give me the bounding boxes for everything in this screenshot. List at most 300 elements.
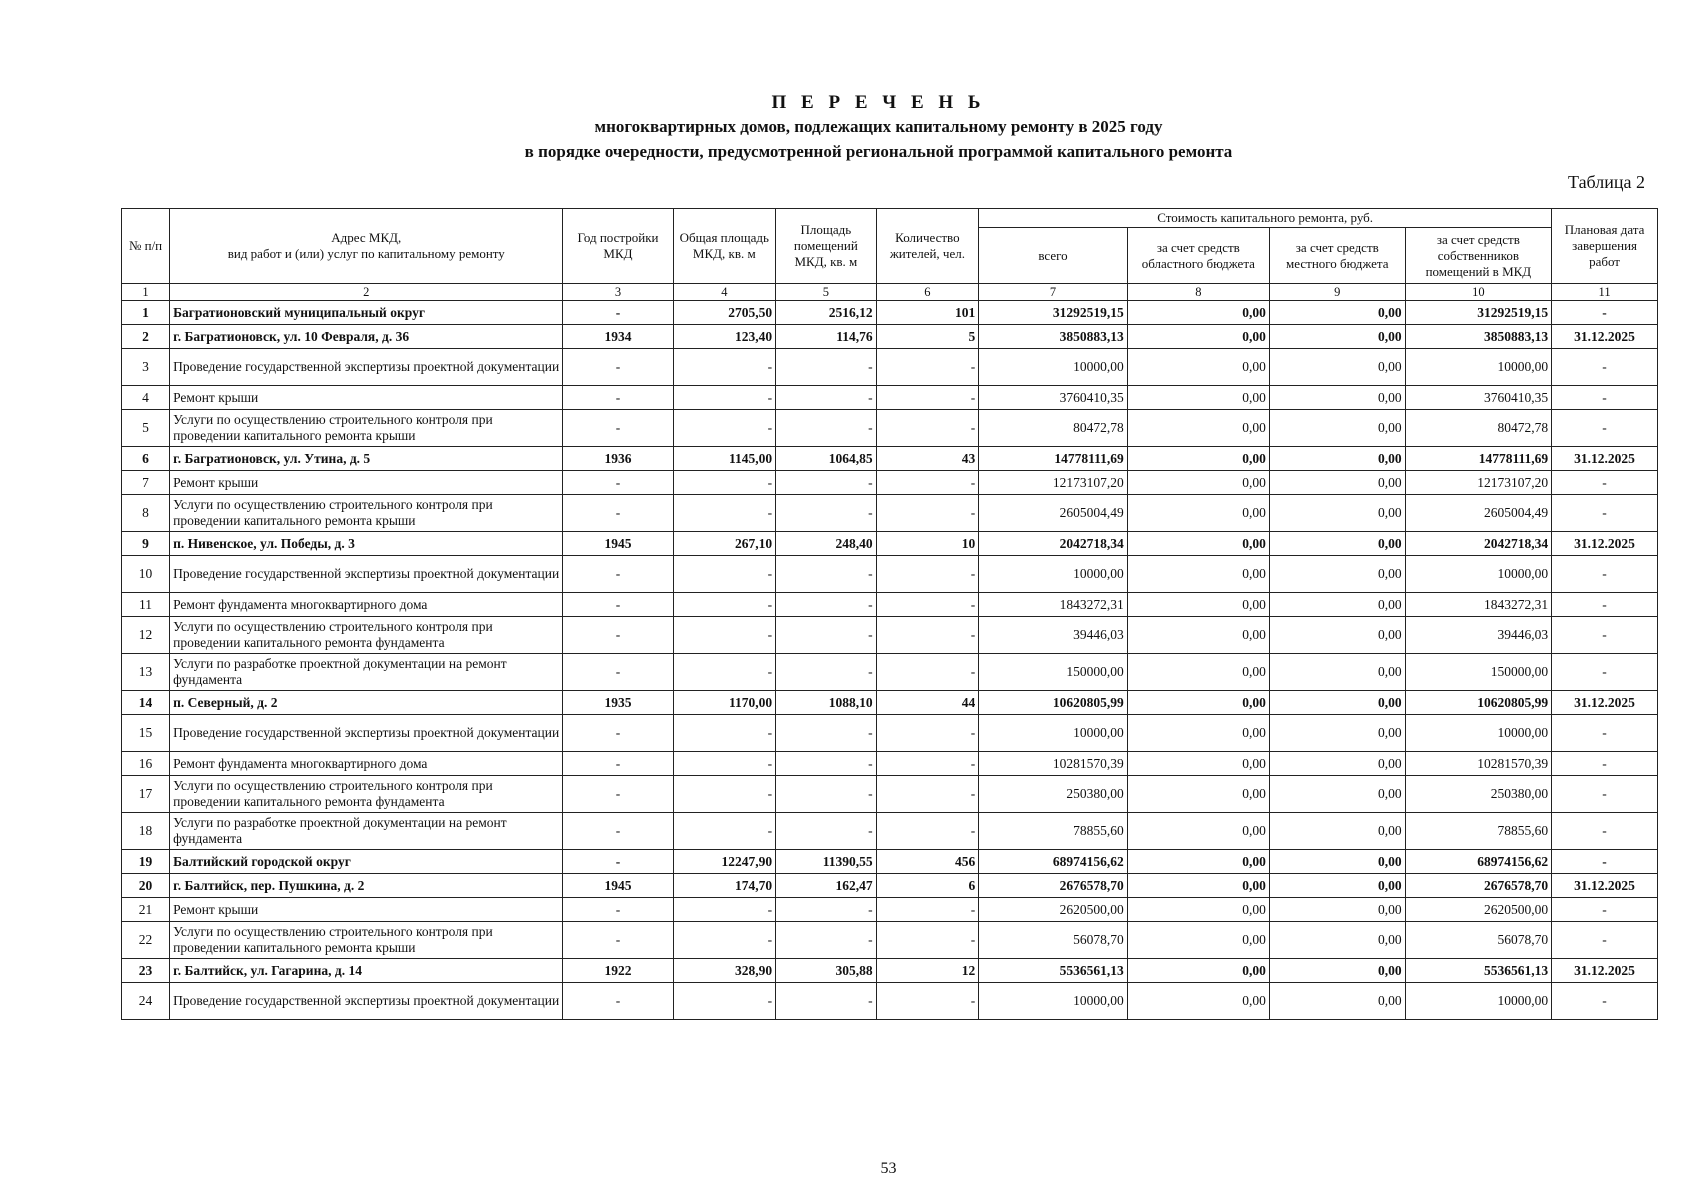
row-total-area: - (673, 617, 776, 654)
row-total-area: 123,40 (673, 325, 776, 349)
row-name: г. Балтийск, пер. Пушкина, д. 2 (170, 874, 563, 898)
row-cost-owners: 39446,03 (1405, 617, 1551, 654)
table-label: Таблица 2 (1568, 172, 1645, 192)
row-name: Багратионовский муниципальный округ (170, 301, 563, 325)
row-number: 1 (122, 301, 170, 325)
row-residents: - (876, 898, 979, 922)
row-cost-regional: 0,00 (1127, 898, 1269, 922)
row-cost-total: 10281570,39 (979, 752, 1128, 776)
row-cost-total: 14778111,69 (979, 447, 1128, 471)
row-cost-total: 2042718,34 (979, 532, 1128, 556)
row-cost-owners: 56078,70 (1405, 922, 1551, 959)
table-row (122, 874, 1658, 898)
row-year: - (563, 349, 673, 386)
row-name: Ремонт крыши (170, 898, 563, 922)
row-cost-local: 0,00 (1269, 776, 1405, 813)
row-cost-regional: 0,00 (1127, 874, 1269, 898)
row-cost-total: 1843272,31 (979, 593, 1128, 617)
row-total-area: - (673, 752, 776, 776)
table-body (122, 301, 1658, 1020)
row-year: - (563, 471, 673, 495)
row-premises-area: - (776, 715, 876, 752)
col-header-total-area: Общая площадь МКД, кв. м (673, 209, 776, 284)
repair-list-table (121, 208, 1658, 1020)
row-name: Ремонт фундамента многоквартирного дома (170, 593, 563, 617)
row-cost-local: 0,00 (1269, 556, 1405, 593)
table-row (122, 593, 1658, 617)
row-planned-date: - (1552, 850, 1658, 874)
row-cost-regional: 0,00 (1127, 752, 1269, 776)
table-row (122, 349, 1658, 386)
row-residents: - (876, 813, 979, 850)
row-number: 7 (122, 471, 170, 495)
row-cost-owners: 2605004,49 (1405, 495, 1551, 532)
col-header-address: Адрес МКД, вид работ и (или) услуг по капитальному ремонту (170, 209, 563, 284)
row-premises-area: 11390,55 (776, 850, 876, 874)
row-premises-area: 248,40 (776, 532, 876, 556)
row-premises-area: 162,47 (776, 874, 876, 898)
row-cost-total: 68974156,62 (979, 850, 1128, 874)
row-cost-local: 0,00 (1269, 654, 1405, 691)
row-cost-local: 0,00 (1269, 325, 1405, 349)
row-premises-area: 1088,10 (776, 691, 876, 715)
row-cost-local: 0,00 (1269, 447, 1405, 471)
row-premises-area: - (776, 617, 876, 654)
row-residents: - (876, 410, 979, 447)
table-row (122, 301, 1658, 325)
row-premises-area: - (776, 593, 876, 617)
row-premises-area: - (776, 813, 876, 850)
row-cost-total: 150000,00 (979, 654, 1128, 691)
row-number: 10 (122, 556, 170, 593)
row-cost-local: 0,00 (1269, 983, 1405, 1020)
row-cost-local: 0,00 (1269, 495, 1405, 532)
row-planned-date: - (1552, 813, 1658, 850)
row-cost-regional: 0,00 (1127, 349, 1269, 386)
row-premises-area: - (776, 983, 876, 1020)
row-premises-area: - (776, 471, 876, 495)
row-total-area: - (673, 715, 776, 752)
col-header-premises-area: Площадь помещений МКД, кв. м (776, 209, 876, 284)
row-cost-regional: 0,00 (1127, 850, 1269, 874)
row-cost-total: 2676578,70 (979, 874, 1128, 898)
row-number: 9 (122, 532, 170, 556)
row-cost-total: 10000,00 (979, 983, 1128, 1020)
table-row (122, 850, 1658, 874)
row-cost-owners: 78855,60 (1405, 813, 1551, 850)
row-planned-date: - (1552, 386, 1658, 410)
row-total-area: 12247,90 (673, 850, 776, 874)
row-cost-owners: 250380,00 (1405, 776, 1551, 813)
row-year: 1945 (563, 874, 673, 898)
row-total-area: - (673, 813, 776, 850)
row-name: Услуги по осуществлению строительного контроля при проведении капитального ремонта крыши (170, 495, 563, 532)
row-cost-total: 10000,00 (979, 349, 1128, 386)
row-year: - (563, 813, 673, 850)
row-residents: 43 (876, 447, 979, 471)
row-name: г. Багратионовск, ул. 10 Февраля, д. 36 (170, 325, 563, 349)
row-number: 2 (122, 325, 170, 349)
column-number-row (122, 284, 1658, 301)
row-cost-local: 0,00 (1269, 349, 1405, 386)
row-residents: - (876, 922, 979, 959)
column-number-cell: 1 (122, 284, 170, 301)
row-total-area: 2705,50 (673, 301, 776, 325)
row-planned-date: - (1552, 898, 1658, 922)
column-number-cell: 4 (673, 284, 776, 301)
row-total-area: - (673, 593, 776, 617)
row-residents: 12 (876, 959, 979, 983)
row-name: Услуги по осуществлению строительного контроля при проведении капитального ремонта фундамента (170, 617, 563, 654)
row-cost-local: 0,00 (1269, 471, 1405, 495)
row-cost-regional: 0,00 (1127, 691, 1269, 715)
table-row (122, 983, 1658, 1020)
table-row (122, 776, 1658, 813)
header-row-1 (122, 209, 1658, 228)
row-cost-owners: 10281570,39 (1405, 752, 1551, 776)
table-row (122, 752, 1658, 776)
row-planned-date: - (1552, 715, 1658, 752)
row-premises-area: - (776, 654, 876, 691)
row-residents: - (876, 617, 979, 654)
row-cost-total: 10000,00 (979, 556, 1128, 593)
table-row (122, 447, 1658, 471)
row-year: - (563, 850, 673, 874)
row-cost-local: 0,00 (1269, 386, 1405, 410)
row-premises-area: 2516,12 (776, 301, 876, 325)
row-year: - (563, 410, 673, 447)
col-header-cost-total: всего (979, 228, 1128, 284)
row-cost-regional: 0,00 (1127, 471, 1269, 495)
col-header-cost-owners: за счет средств собственников помещений в МКД (1405, 228, 1551, 284)
row-number: 18 (122, 813, 170, 850)
row-total-area: 267,10 (673, 532, 776, 556)
row-year: - (563, 715, 673, 752)
row-year: 1935 (563, 691, 673, 715)
row-planned-date: - (1552, 471, 1658, 495)
col-header-year: Год постройки МКД (563, 209, 673, 284)
row-cost-regional: 0,00 (1127, 301, 1269, 325)
row-cost-owners: 68974156,62 (1405, 850, 1551, 874)
row-total-area: - (673, 386, 776, 410)
column-number-cell: 8 (1127, 284, 1269, 301)
column-number-cell: 10 (1405, 284, 1551, 301)
row-year: - (563, 776, 673, 813)
table-row (122, 556, 1658, 593)
row-planned-date: - (1552, 922, 1658, 959)
row-cost-total: 12173107,20 (979, 471, 1128, 495)
row-planned-date: 31.12.2025 (1552, 447, 1658, 471)
row-cost-local: 0,00 (1269, 874, 1405, 898)
row-planned-date: - (1552, 349, 1658, 386)
row-planned-date: - (1552, 776, 1658, 813)
row-cost-local: 0,00 (1269, 301, 1405, 325)
row-residents: 5 (876, 325, 979, 349)
row-cost-total: 56078,70 (979, 922, 1128, 959)
row-cost-total: 10620805,99 (979, 691, 1128, 715)
row-residents: - (876, 776, 979, 813)
column-number-cell: 9 (1269, 284, 1405, 301)
row-cost-owners: 10620805,99 (1405, 691, 1551, 715)
row-total-area: - (673, 983, 776, 1020)
row-total-area: - (673, 349, 776, 386)
row-cost-owners: 10000,00 (1405, 349, 1551, 386)
row-number: 17 (122, 776, 170, 813)
col-header-planned-date: Плановая дата завершения работ (1552, 209, 1658, 284)
row-cost-regional: 0,00 (1127, 593, 1269, 617)
row-number: 11 (122, 593, 170, 617)
row-premises-area: - (776, 776, 876, 813)
row-name: п. Нивенское, ул. Победы, д. 3 (170, 532, 563, 556)
row-year: - (563, 617, 673, 654)
row-residents: - (876, 471, 979, 495)
row-year: 1922 (563, 959, 673, 983)
row-planned-date: - (1552, 495, 1658, 532)
row-cost-owners: 1843272,31 (1405, 593, 1551, 617)
row-premises-area: - (776, 922, 876, 959)
row-year: - (563, 983, 673, 1020)
row-residents: - (876, 752, 979, 776)
row-year: - (563, 301, 673, 325)
row-planned-date: 31.12.2025 (1552, 325, 1658, 349)
row-cost-regional: 0,00 (1127, 959, 1269, 983)
row-number: 3 (122, 349, 170, 386)
row-total-area: - (673, 898, 776, 922)
row-total-area: 174,70 (673, 874, 776, 898)
row-number: 6 (122, 447, 170, 471)
row-year: - (563, 922, 673, 959)
row-year: 1945 (563, 532, 673, 556)
row-cost-owners: 12173107,20 (1405, 471, 1551, 495)
row-cost-local: 0,00 (1269, 532, 1405, 556)
row-name: Проведение государственной экспертизы проектной документации (170, 983, 563, 1020)
row-total-area: - (673, 776, 776, 813)
row-residents: 101 (876, 301, 979, 325)
row-planned-date: - (1552, 301, 1658, 325)
row-premises-area: - (776, 410, 876, 447)
table-row (122, 617, 1658, 654)
row-cost-regional: 0,00 (1127, 447, 1269, 471)
row-year: - (563, 898, 673, 922)
column-number-cell: 6 (876, 284, 979, 301)
row-cost-regional: 0,00 (1127, 715, 1269, 752)
page-number: 53 (880, 1160, 897, 1177)
row-number: 5 (122, 410, 170, 447)
row-planned-date: - (1552, 752, 1658, 776)
row-cost-owners: 2620500,00 (1405, 898, 1551, 922)
row-cost-owners: 3850883,13 (1405, 325, 1551, 349)
row-cost-local: 0,00 (1269, 715, 1405, 752)
table-row (122, 922, 1658, 959)
row-total-area: 1145,00 (673, 447, 776, 471)
column-number-cell: 11 (1552, 284, 1658, 301)
row-cost-owners: 10000,00 (1405, 556, 1551, 593)
row-cost-local: 0,00 (1269, 922, 1405, 959)
col-header-cost-group: Стоимость капитального ремонта, руб. (979, 209, 1552, 228)
row-cost-local: 0,00 (1269, 691, 1405, 715)
row-cost-total: 31292519,15 (979, 301, 1128, 325)
row-premises-area: - (776, 556, 876, 593)
col-header-num: № п/п (122, 209, 170, 284)
col-header-residents: Количество жителей, чел. (876, 209, 979, 284)
row-cost-total: 10000,00 (979, 715, 1128, 752)
row-premises-area: - (776, 898, 876, 922)
row-cost-regional: 0,00 (1127, 617, 1269, 654)
row-cost-local: 0,00 (1269, 813, 1405, 850)
row-cost-local: 0,00 (1269, 410, 1405, 447)
col-header-cost-local: за счет средств местного бюджета (1269, 228, 1405, 284)
row-cost-total: 78855,60 (979, 813, 1128, 850)
row-name: Ремонт крыши (170, 471, 563, 495)
row-total-area: - (673, 922, 776, 959)
row-residents: 44 (876, 691, 979, 715)
row-name: Проведение государственной экспертизы проектной документации (170, 556, 563, 593)
row-planned-date: - (1552, 654, 1658, 691)
row-name: Услуги по осуществлению строительного контроля при проведении капитального ремонта крыши (170, 922, 563, 959)
row-name: Балтийский городской округ (170, 850, 563, 874)
row-year: - (563, 556, 673, 593)
row-cost-regional: 0,00 (1127, 410, 1269, 447)
table-row (122, 813, 1658, 850)
row-premises-area: 305,88 (776, 959, 876, 983)
row-number: 20 (122, 874, 170, 898)
row-year: 1934 (563, 325, 673, 349)
row-year: - (563, 495, 673, 532)
table-row (122, 386, 1658, 410)
row-planned-date: - (1552, 617, 1658, 654)
row-name: Услуги по разработке проектной документации на ремонт фундамента (170, 813, 563, 850)
row-number: 23 (122, 959, 170, 983)
row-cost-local: 0,00 (1269, 850, 1405, 874)
row-name: Услуги по разработке проектной документации на ремонт фундамента (170, 654, 563, 691)
row-year: 1936 (563, 447, 673, 471)
row-cost-total: 3760410,35 (979, 386, 1128, 410)
row-cost-regional: 0,00 (1127, 983, 1269, 1020)
row-premises-area: 114,76 (776, 325, 876, 349)
row-cost-regional: 0,00 (1127, 922, 1269, 959)
row-total-area: - (673, 654, 776, 691)
row-cost-regional: 0,00 (1127, 325, 1269, 349)
row-residents: 456 (876, 850, 979, 874)
row-year: - (563, 386, 673, 410)
row-cost-owners: 150000,00 (1405, 654, 1551, 691)
row-planned-date: 31.12.2025 (1552, 874, 1658, 898)
row-cost-regional: 0,00 (1127, 654, 1269, 691)
row-cost-regional: 0,00 (1127, 776, 1269, 813)
row-name: г. Багратионовск, ул. Утина, д. 5 (170, 447, 563, 471)
document-subtitle-1: многоквартирных домов, подлежащих капитальному ремонту в 2025 году (594, 117, 1163, 136)
row-cost-total: 2620500,00 (979, 898, 1128, 922)
row-cost-local: 0,00 (1269, 898, 1405, 922)
row-total-area: - (673, 556, 776, 593)
row-cost-owners: 10000,00 (1405, 715, 1551, 752)
row-name: Проведение государственной экспертизы проектной документации (170, 349, 563, 386)
row-name: Проведение государственной экспертизы проектной документации (170, 715, 563, 752)
row-cost-owners: 10000,00 (1405, 983, 1551, 1020)
table-row (122, 691, 1658, 715)
row-cost-local: 0,00 (1269, 752, 1405, 776)
column-number-cell: 5 (776, 284, 876, 301)
table-row (122, 654, 1658, 691)
row-cost-owners: 14778111,69 (1405, 447, 1551, 471)
row-cost-total: 2605004,49 (979, 495, 1128, 532)
row-name: Ремонт фундамента многоквартирного дома (170, 752, 563, 776)
row-cost-owners: 3760410,35 (1405, 386, 1551, 410)
column-number-cell: 7 (979, 284, 1128, 301)
row-residents: - (876, 556, 979, 593)
row-planned-date: - (1552, 410, 1658, 447)
row-number: 12 (122, 617, 170, 654)
row-total-area: 1170,00 (673, 691, 776, 715)
row-name: п. Северный, д. 2 (170, 691, 563, 715)
row-year: - (563, 752, 673, 776)
row-planned-date: - (1552, 593, 1658, 617)
table-row (122, 471, 1658, 495)
row-number: 8 (122, 495, 170, 532)
row-name: Ремонт крыши (170, 386, 563, 410)
row-cost-regional: 0,00 (1127, 556, 1269, 593)
row-residents: - (876, 983, 979, 1020)
row-premises-area: - (776, 349, 876, 386)
row-residents: - (876, 349, 979, 386)
row-planned-date: 31.12.2025 (1552, 691, 1658, 715)
row-residents: - (876, 386, 979, 410)
row-cost-local: 0,00 (1269, 617, 1405, 654)
row-residents: - (876, 495, 979, 532)
document-subtitle-2: в порядке очередности, предусмотренной региональной программой капитального ремонта (524, 142, 1233, 161)
row-year: - (563, 593, 673, 617)
table-row (122, 715, 1658, 752)
table-row (122, 495, 1658, 532)
row-cost-regional: 0,00 (1127, 532, 1269, 556)
table-row (122, 532, 1658, 556)
row-residents: - (876, 593, 979, 617)
row-total-area: 328,90 (673, 959, 776, 983)
document-title: П Е Р Е Ч Е Н Ь (771, 92, 986, 113)
row-year: - (563, 654, 673, 691)
row-cost-local: 0,00 (1269, 959, 1405, 983)
row-number: 24 (122, 983, 170, 1020)
row-cost-total: 39446,03 (979, 617, 1128, 654)
row-cost-owners: 2042718,34 (1405, 532, 1551, 556)
row-residents: - (876, 715, 979, 752)
row-number: 4 (122, 386, 170, 410)
row-premises-area: - (776, 752, 876, 776)
col-header-cost-regional: за счет средств областного бюджета (1127, 228, 1269, 284)
row-cost-owners: 2676578,70 (1405, 874, 1551, 898)
row-number: 19 (122, 850, 170, 874)
row-name: г. Балтийск, ул. Гагарина, д. 14 (170, 959, 563, 983)
row-number: 21 (122, 898, 170, 922)
row-planned-date: - (1552, 556, 1658, 593)
table-row (122, 898, 1658, 922)
row-cost-total: 80472,78 (979, 410, 1128, 447)
column-number-cell: 3 (563, 284, 673, 301)
row-planned-date: 31.12.2025 (1552, 532, 1658, 556)
row-number: 22 (122, 922, 170, 959)
column-number-cell: 2 (170, 284, 563, 301)
row-residents: 10 (876, 532, 979, 556)
row-cost-regional: 0,00 (1127, 813, 1269, 850)
row-name: Услуги по осуществлению строительного контроля при проведении капитального ремонта фундамента (170, 776, 563, 813)
row-cost-local: 0,00 (1269, 593, 1405, 617)
row-total-area: - (673, 410, 776, 447)
row-cost-owners: 5536561,13 (1405, 959, 1551, 983)
row-cost-owners: 80472,78 (1405, 410, 1551, 447)
row-total-area: - (673, 471, 776, 495)
row-residents: - (876, 654, 979, 691)
table-row (122, 959, 1658, 983)
